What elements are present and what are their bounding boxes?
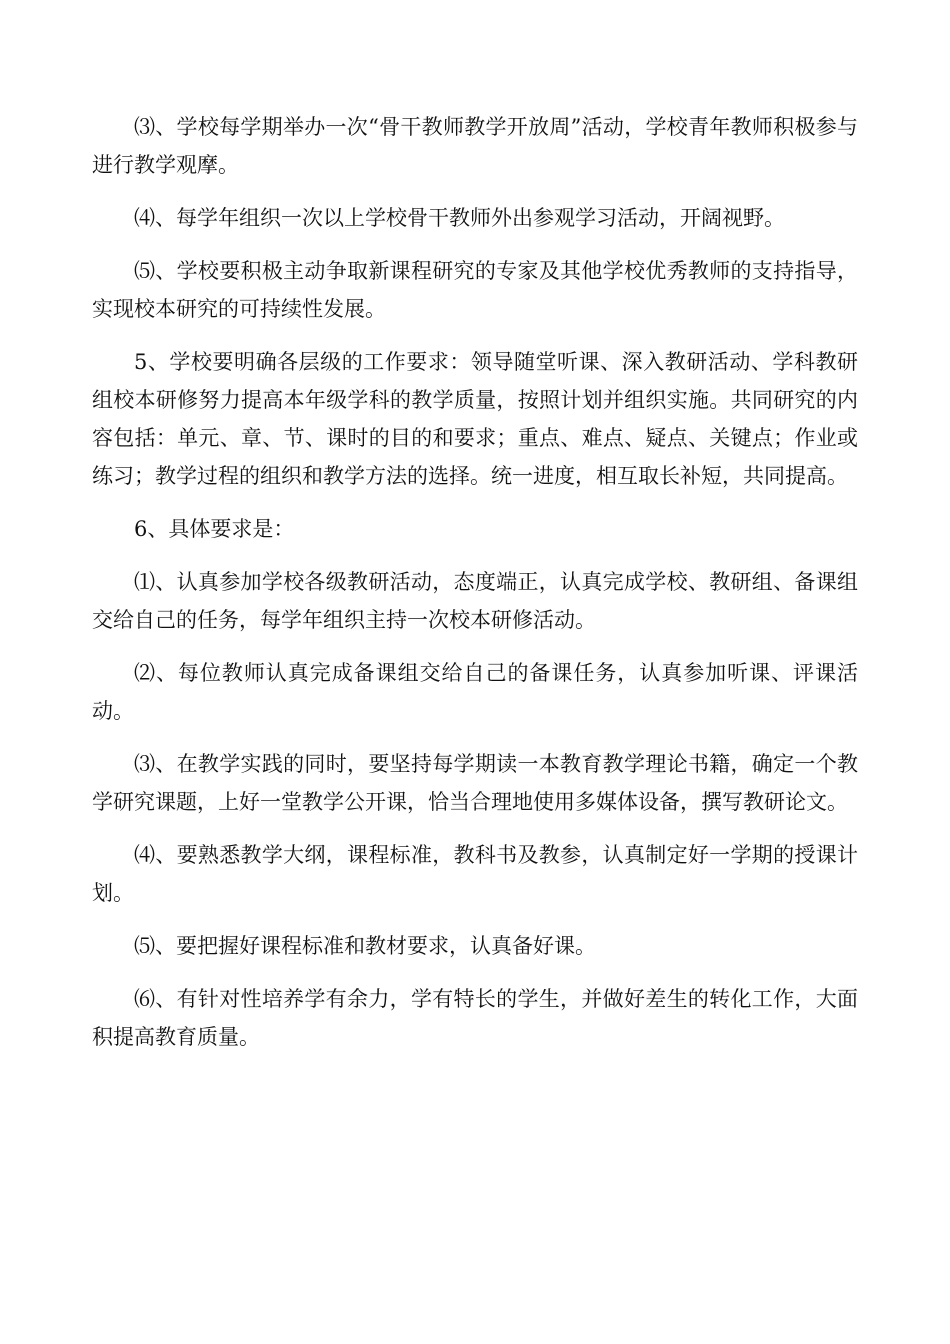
paragraph-section-6-heading: 6、具体要求是： (134, 517, 295, 541)
paragraph-req-3: ⑶、在教学实践的同时，要坚持每学期读一本教育教学理论书籍，确定一个教学研究课题，上好一堂教学公开课，恰当合理地使用多媒体设备，撰写教研论文。 (92, 752, 858, 814)
paragraph-req-2: ⑵、每位教师认真完成备课组交给自己的备课任务，认真参加听课、评课活动。 (92, 661, 858, 723)
paragraph-section-5-work-requirements: 5、学校要明确各层级的工作要求：领导随堂听课、深入教研活动、学科教研组校本研修努力提高本年级学科的教学质量，按照计划并组织实施。共同研究的内容包括：单元、章、节、课时的目的和要求；重点、难点、疑点、关键点；作业或练习；教学过程的组织和教学方法的选择。统一进度，相互取长补短，共同提高。 (92, 350, 858, 488)
paragraph-item-5-expert-support: ⑸、学校要积极主动争取新课程研究的专家及其他学校优秀教师的支持指导，实现校本研究的可持续性发展。 (92, 259, 858, 321)
paragraph-item-3-activity-week: ⑶、学校每学期举办一次“骨干教师教学开放周”活动，学校青年教师积极参与进行教学观摩。 (92, 115, 858, 177)
paragraph-req-4: ⑷、要熟悉教学大纲，课程标准，教科书及教参，认真制定好一学期的授课计划。 (92, 843, 858, 905)
paragraph-req-5: ⑸、要把握好课程标准和教材要求，认真备好课。 (134, 934, 596, 958)
paragraph-req-6: ⑹、有针对性培养学有余力，学有特长的学生，并做好差生的转化工作，大面积提高教育质量。 (92, 987, 858, 1049)
paragraph-item-4-field-study: ⑷、每学年组织一次以上学校骨干教师外出参观学习活动，开阔视野。 (134, 206, 785, 230)
document-body (92, 108, 858, 1071)
paragraph-req-1: ⑴、认真参加学校各级教研活动，态度端正，认真完成学校、教研组、备课组交给自己的任务，每学年组织主持一次校本研修活动。 (92, 570, 858, 632)
